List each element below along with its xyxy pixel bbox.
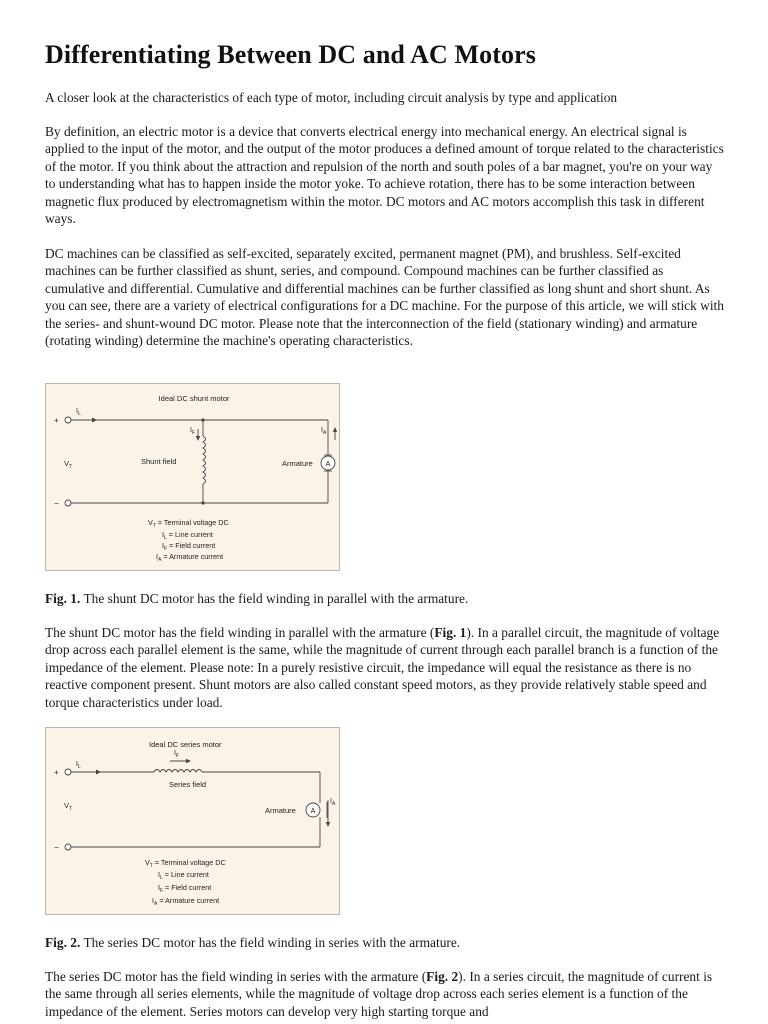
fig2-legend-3: $I_A$ = Armature current [152,896,220,907]
fig2-minus: − [54,843,59,852]
fig1-legend-1: $I_L$ = Line current [162,530,213,541]
fig1-il-arrow [92,418,97,423]
fig2-il-label: $I_L$ [76,761,81,770]
fig1-plus-terminal [65,417,71,423]
fig2-title: Ideal DC series motor [149,740,222,749]
fig2-armature-label: Armature [265,806,296,815]
fig2-legend-2: $I_F$ = Field current [158,883,212,894]
fig1-minus-terminal [65,500,71,506]
fig2-armature-a: A [310,808,316,815]
fig2-legend-1: $I_L$ = Line current [158,870,209,881]
figure-2-caption: Fig. 2. The series DC motor has the field winding in series with the armature. [45,935,461,950]
fig1-title: Ideal DC shunt motor [158,394,230,403]
fig1-legend-3: $I_A$ = Armature current [156,552,224,563]
fig2-plus: + [54,768,59,777]
paragraph-shunt-motor: The shunt DC motor has the field winding in parallel with the armature (Fig. 1). In a parallel circuit, the magnitude of voltage drop across each parallel element is the same, while the magnitude of current through each parallel branch is a function of the impedance of the element. Please note: In a purely resistive circuit, the impedance will equal the resistance as there is no reactive component present. Shunt motors are also called constant speed motors, as they provide relatively stable speed and torque characteristics under load. [45,625,720,710]
page-title: Differentiating Between DC and AC Motors [45,40,536,69]
fig2-series-coil [154,770,202,773]
subtitle: A closer look at the characteristics of each type of motor, including circuit analysis by type and application [45,90,618,105]
fig2-ia-label: $I_A$ [330,798,336,807]
paragraph-dc-classification: DC machines can be classified as self-excited, separately excited, permanent magnet (PM), and brushless. Self-excited machines can be further classified as shunt, series, and compound. Compound machines can be further classified as cumulative and differential. Cumulative and differential machines can be further classified as long shunt and short shunt. As you can see, there are a variety of electrical configurations for a DC machine. For the purpose of this article, we will stick with the series- and shunt-wound DC motor. Please note that the interconnection of the field (stationary winding) and armature (rotating winding) determine the machine's operating characteristics. [45,246,724,349]
fig1-shunt-field-label: Shunt field [141,457,177,466]
figure-series-motor [45,727,340,915]
fig1-if-label: $I_F$ [190,427,196,436]
shunt-motor-diagram [46,384,339,570]
fig2-minus-terminal [65,844,71,850]
figure-shunt-motor [45,383,340,571]
series-motor-diagram [46,728,339,914]
fig1-vt-label: $V_T$ [64,459,73,470]
fig1-legend-0: $V_T$ = Terminal voltage DC [148,518,229,529]
fig2-series-field-label: Series field [169,780,207,789]
fig1-plus: + [54,416,59,425]
fig1-legend-2: $I_F$ = Field current [162,541,216,552]
fig1-ia-arrow [333,427,337,432]
fig2-plus-terminal [65,769,71,775]
fig2-il-arrow [96,770,101,775]
fig1-il-label: $I_L$ [76,408,81,417]
fig2-if-label: $I_F$ [174,750,180,759]
paragraph-series-motor: The series DC motor has the field winding in series with the armature (Fig. 2). In a series circuit, the magnitude of current is the same through all series elements, while the magnitude of voltage drop across each series element is a function of the impedance of the element. Series motors can develop very high starting torque and [45,969,713,1019]
fig1-shunt-coil [203,436,206,484]
figure-1-caption: Fig. 1. The shunt DC motor has the field winding in parallel with the armature. [45,591,469,606]
fig1-armature-label: Armature [282,459,313,468]
fig1-ia-label: $I_A$ [321,427,327,436]
fig1-armature-a: A [325,461,331,468]
fig2-ia-arrow [326,822,330,827]
paragraph-intro: By definition, an electric motor is a device that converts electrical energy into mechanical energy. An electrical signal is applied to the input of the motor, and the output of the motor produces a defined amount of torque related to the characteristics of the motor. If you think about the attraction and repulsion of the north and south poles of a bar magnet, you're on your way to understanding what has to happen inside the motor yoke. To achieve rotation, there has to be some interaction between magnetic flux produced by electromagnetism within the motor. DC motors and AC motors accomplish this task in different ways. [45,124,724,227]
fig2-if-arrow [186,759,191,763]
fig1-if-arrow [196,436,200,441]
fig1-minus: − [54,499,59,508]
fig2-legend-0: $V_T$ = Terminal voltage DC [145,858,226,869]
fig2-vt-label: $V_T$ [64,801,73,812]
